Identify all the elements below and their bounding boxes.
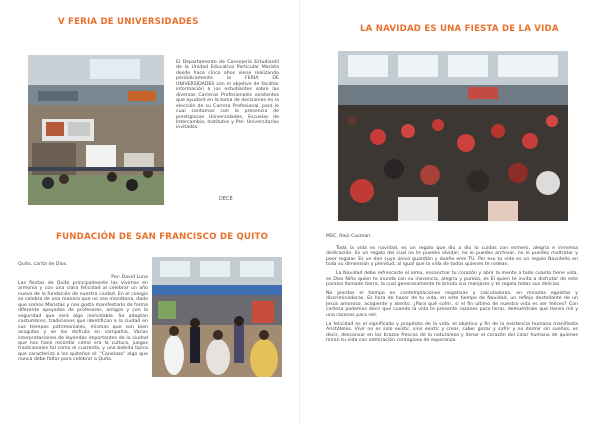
navidad-paragraph: Toda la vida es navidad, es un regalo que dio a dio lo cuidas con esmero, alegría e inmensa dedicación. Es un regalo del cual no te puedes olvidar, no lo puedes archivar, no lo puedes maltratar y peor regalar. Es un don cuyo único guardián y dueño eres TÚ. Por eso tu vida es un regalo Navideño en toda su dimensión y plenitud, al igual que la vida de todos quienes te rodean. (326, 246, 578, 268)
navidad-body (326, 246, 578, 347)
feria-photo (28, 55, 164, 205)
feria-body-text: El Departamento de Consejería Estudiantil de la Unidad Educativa Particular Marista desde hace cinco años viene realizando periódicamente la FERIA DE UNIVERSIDADES con el objetivo de facilitar información a los estudiantes sobre las diversas Carreras Profesionales existentes que ayudará en la toma de decisiones en la elección de su Carrera Profesional, para lo cual contamos con la presencia de prestigiosas Universidades, Escuelas de Intercambio, Institutos y Pre- Universitarios invitados. (176, 60, 279, 131)
quito-body-text: Las fiestas de Quito principalmente las vivimos en armonía y con una clara felicidad al celebrar un año nuevo de la fundación de nuestra ciudad. En el colegio se celebra de una manera que no sea monótona, dado que somos Maristas y nos gusta manifestarlo de forma diferente apoyados de profesores, amigos y con la seguridad que será algo inolvidable. Se adoptan costumbres, tradiciones que identifican a la ciudad en sus tiempos patrimoniales, mismas que son bien acogidos y se los disfruta en compañía. Varias interpretaciones de leyendas importantes de la ciudad que nos hace recordar cómo era la cultura, juegos tradicionales tal como el cuarenta, y una bebida típica que caracteriza a los quiteños el: "Canelazo" algo que nunca debe faltar para celebrar a Quito. (18, 281, 148, 363)
navidad-paragraph: No pierdas el tiempo en contemplaciones negativas y calculadoras, en miradas egoístas y discriminadoras. Es hora de hacer de tu vida, en este tiempo de Navidad, un reflejo destellante de un Jesús amoroso, acogiente y atento. ¿Para qué sufrir, si el fin último de nuestra vida es ser felices? Con certeza podemos decir que cuando la vida te presente razones para llorar, demuéstrale que tienes mil y una razones para reír. (326, 290, 578, 318)
navidad-paragraph: La Navidad debe refrescarte el alma, ensanchar tu corazón y abrir la mente a todo cuanto tiene vida, es Dios Niño quien te inunda con su inocencia, alegría y pureza, es Él quien te invita a disfrutar de este paraíso llamado tierra, la cual generosamente te brinda sus manjares y te regala todas sus delicias. (326, 271, 578, 288)
feria-headline: V FERIA DE UNIVERSIDADES (58, 17, 199, 27)
feria-signature: DECE (219, 196, 233, 202)
fundacion-headline: FUNDACIÓN DE SAN FRANCISCO DE QUITO (56, 232, 269, 242)
fiestas-quito-photo (152, 257, 282, 377)
navidad-paragraph: La felicidad es el significado y propósito de la vida, el objetivo y fin de la existencia humana manifiesta Aristóteles. Vivir no es solo existir, sino existir y crear, saber gozar y sufrir y no dormir sin sueños, es decir, descansar en los brazos frescos de la naturaleza y llenar el corazón del calor humano de quienes miran tu vida con admiración contagiosa de esperanza. (326, 321, 578, 343)
navidad-audience-photo (338, 51, 568, 221)
right-page (300, 0, 600, 424)
navidad-author: MSC. Raúl Cusmán (326, 234, 371, 239)
quito-author: Por: David Luna (111, 275, 148, 280)
navidad-headline: LA NAVIDAD ES UNA FIESTA DE LA VIDA (360, 24, 559, 34)
quito-caption: Quito, carita de Dios. (18, 262, 68, 267)
